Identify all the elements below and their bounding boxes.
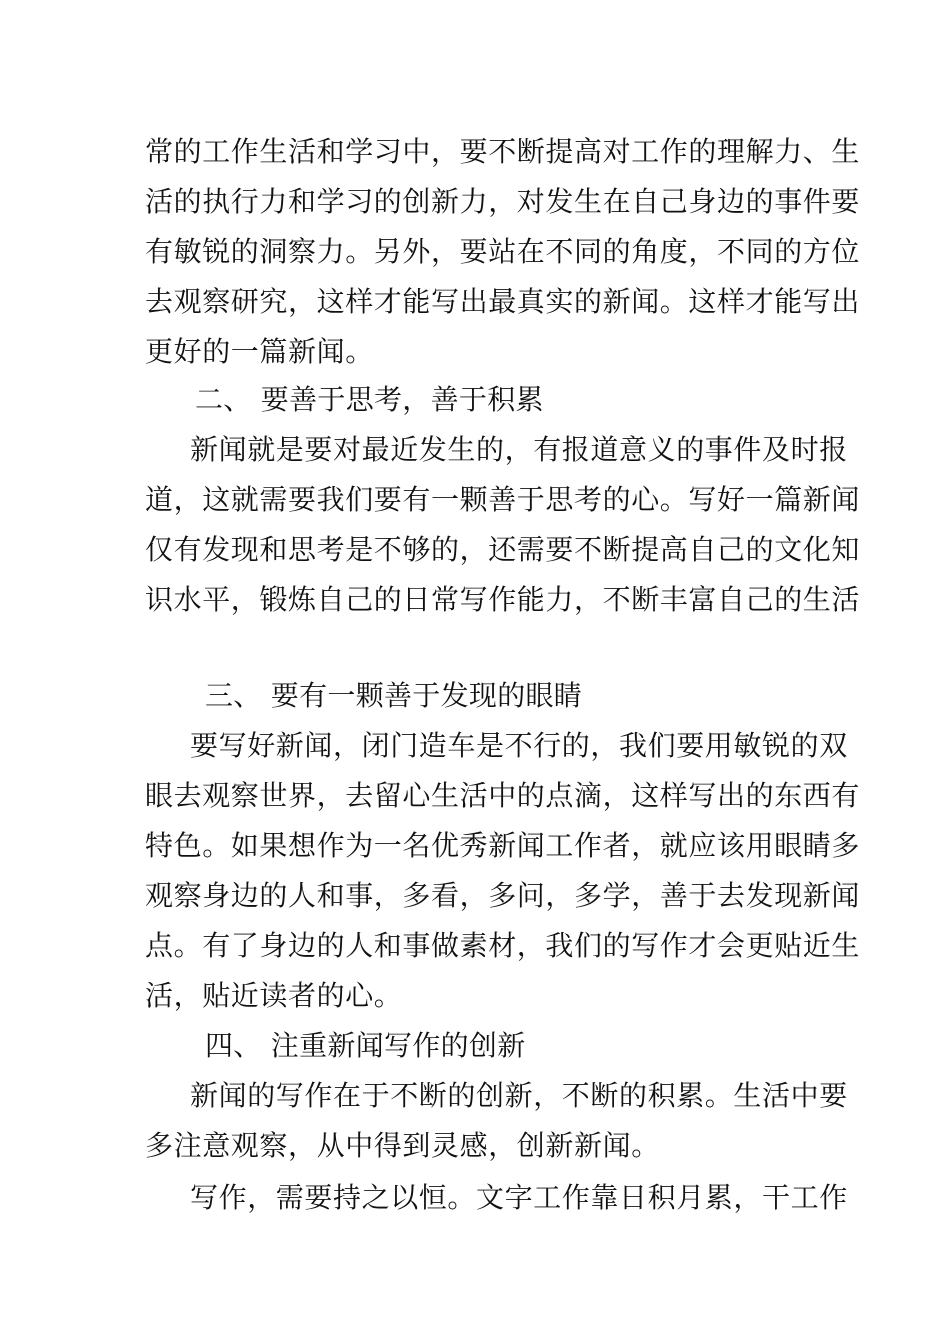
section-heading-4: 四、 注重新闻写作的创新 <box>205 1029 526 1062</box>
body-line: 活，贴近读者的心。 <box>145 979 403 1012</box>
body-line: 特色。如果想作为一名优秀新闻工作者，就应该用眼睛多 <box>145 829 861 862</box>
body-line: 活的执行力和学习的创新力，对发生在自己身边的事件要 <box>145 185 861 218</box>
body-line: 去观察研究，这样才能写出最真实的新闻。这样才能写出 <box>145 285 861 318</box>
body-line: 写作，需要持之以恒。文字工作靠日积月累，干工作 <box>190 1181 848 1214</box>
body-line: 要写好新闻，闭门造车是不行的，我们要用敏锐的双 <box>190 729 848 762</box>
body-line: 有敏锐的洞察力。另外，要站在不同的角度，不同的方位 <box>145 235 861 268</box>
body-line: 识水平，锻炼自己的日常写作能力，不断丰富自己的生活 <box>145 583 861 616</box>
section-heading-3: 三、 要有一颗善于发现的眼睛 <box>205 679 583 712</box>
section-heading-2: 二、 要善于思考，善于积累 <box>195 383 544 416</box>
body-line: 点。有了身边的人和事做素材，我们的写作才会更贴近生 <box>145 929 861 962</box>
body-line: 多注意观察，从中得到灵感，创新新闻。 <box>145 1129 660 1162</box>
body-line: 新闻就是要对最近发生的，有报道意义的事件及时报 <box>190 433 848 466</box>
body-line: 道，这就需要我们要有一颗善于思考的心。写好一篇新闻 <box>145 483 861 516</box>
body-line: 眼去观察世界，去留心生活中的点滴，这样写出的东西有 <box>145 779 861 812</box>
body-line: 观察身边的人和事，多看，多问，多学，善于去发现新闻 <box>145 879 861 912</box>
body-line: 更好的一篇新闻。 <box>145 335 374 368</box>
body-line: 常的工作生活和学习中，要不断提高对工作的理解力、生 <box>145 135 861 168</box>
body-line: 仅有发现和思考是不够的，还需要不断提高自己的文化知 <box>145 533 861 566</box>
body-line: 新闻的写作在于不断的创新，不断的积累。生活中要 <box>190 1079 848 1112</box>
